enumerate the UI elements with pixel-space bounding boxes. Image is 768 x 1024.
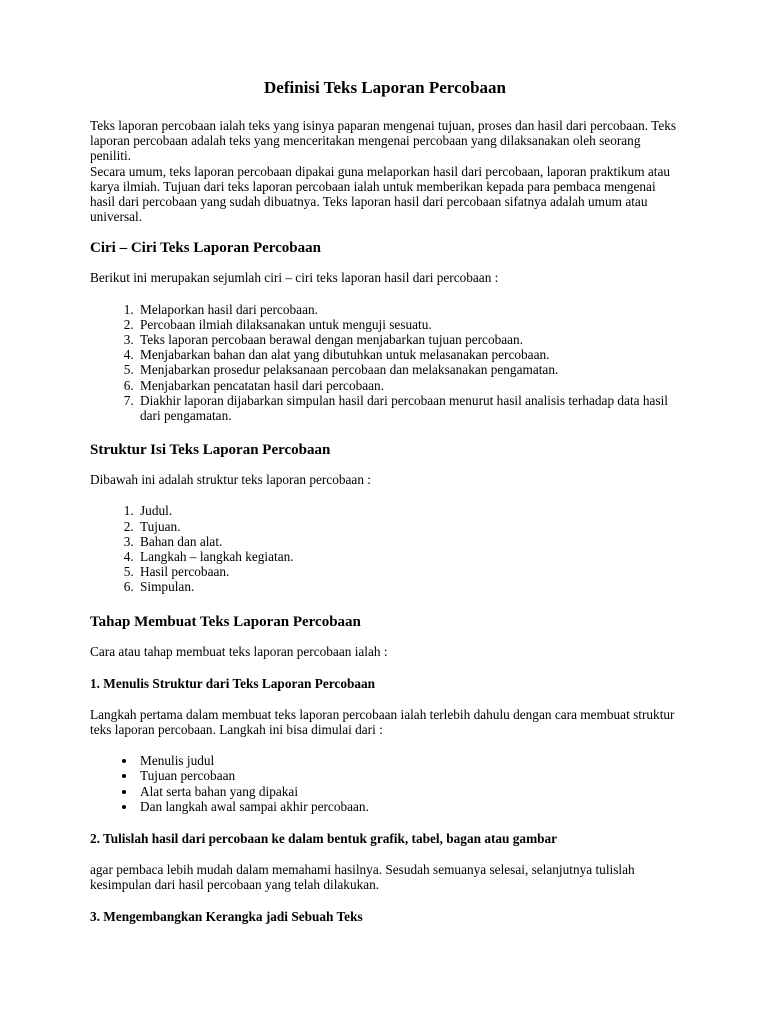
list-item: 4. Menjabarkan bahan dan alat yang dibutuhkan untuk melasanakan percobaan.: [137, 347, 680, 362]
intro-paragraph-1: Teks laporan percobaan ialah teks yang isinya paparan mengenai tujuan, proses dan hasil dari percobaan. Teks laporan percobaan adalah teks yang menceritakan mengenai percobaan yang dilaksanakan oleh seorang peniliti.: [90, 118, 677, 164]
list-item: • Menulis judul: [137, 753, 680, 768]
section-heading-struktur: Struktur Isi Teks Laporan Percobaan: [90, 442, 331, 459]
ciri-lead: Berikut ini merupakan sejumlah ciri – ciri teks laporan hasil dari percobaan :: [90, 270, 499, 286]
list-item: 2. Percobaan ilmiah dilaksanakan untuk menguji sesuatu.: [137, 317, 680, 332]
intro-paragraph-2: Secara umum, teks laporan percobaan dipakai guna melaporkan hasil dari percobaan, laporan praktikum atau karya ilmiah. Tujuan dari teks laporan percobaan ialah untuk memberikan kepada para pembaca mengenai hasil dari percobaan yang sudah dibuatnya. Teks laporan hasil dari percobaan sifatnya adalah umum atau universal.: [90, 163, 671, 225]
list-item: 3. Bahan dan alat.: [137, 534, 680, 549]
list-item: • Tujuan percobaan: [137, 768, 680, 783]
step-1-heading: 1. Menulis Struktur dari Teks Laporan Percobaan: [90, 675, 376, 691]
list-item: 5. Hasil percobaan.: [137, 564, 680, 579]
section-heading-tahap: Tahap Membuat Teks Laporan Percobaan: [90, 613, 361, 630]
step-1-body: Langkah pertama dalam membuat teks laporan percobaan ialah terlebih dahulu dengan cara membuat struktur teks laporan percobaan. Langkah ini bisa dimulai dari :: [90, 706, 675, 738]
list-item: 2. Tujuan.: [137, 519, 680, 534]
document-title: Definisi Teks Laporan Percobaan: [264, 78, 506, 97]
list-item: 3. Teks laporan percobaan berawal dengan menjabarkan tujuan percobaan.: [137, 332, 680, 347]
list-item: 1. Melaporkan hasil dari percobaan.: [137, 302, 680, 317]
ciri-list: [90, 302, 680, 424]
step-2-body: agar pembaca lebih mudah dalam memahami hasilnya. Sesudah semuanya selesai, selanjutnya tulislah kesimpulan dari hasil percobaan yang telah dilakukan.: [90, 862, 635, 893]
list-item: 4. Langkah – langkah kegiatan.: [137, 549, 680, 564]
tahap-lead: Cara atau tahap membuat teks laporan percobaan ialah :: [90, 643, 388, 659]
step-2-heading: 2. Tulislah hasil dari percobaan ke dalam bentuk grafik, tabel, bagan atau gambar: [90, 831, 558, 847]
list-item: 7. Diakhir laporan dijabarkan simpulan hasil dari percobaan menurut hasil analisis terhadap data hasil dari pengamatan.: [137, 393, 680, 423]
list-item: • Alat serta bahan yang dipakai: [137, 784, 680, 799]
intro-section: [90, 118, 680, 224]
struktur-lead: Dibawah ini adalah struktur teks laporan percobaan :: [90, 472, 371, 488]
struktur-list: [90, 503, 680, 594]
list-item: 6. Simpulan.: [137, 579, 680, 594]
list-item: 1. Judul.: [137, 503, 680, 518]
list-item: • Dan langkah awal sampai akhir percobaan.: [137, 799, 680, 814]
step-3-heading: 3. Mengembangkan Kerangka jadi Sebuah Teks: [90, 908, 363, 924]
step-1-bullets: [90, 753, 680, 814]
list-item: 5. Menjabarkan prosedur pelaksanaan percobaan dan melaksanakan pengamatan.: [137, 362, 680, 377]
list-item: 6. Menjabarkan pencatatan hasil dari percobaan.: [137, 378, 680, 393]
section-heading-ciri: Ciri – Ciri Teks Laporan Percobaan: [90, 240, 321, 257]
